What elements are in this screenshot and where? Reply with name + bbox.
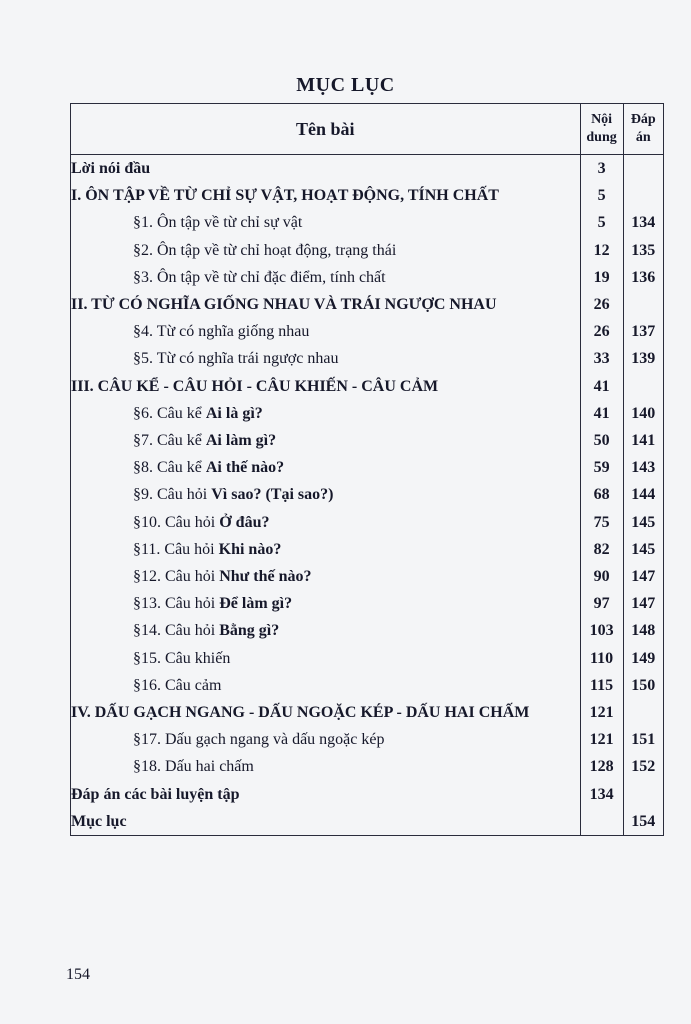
answer-page-number xyxy=(623,781,663,808)
answer-page-number: 145 xyxy=(623,509,663,536)
lesson-name xyxy=(71,672,581,699)
lesson-name xyxy=(71,617,581,644)
answer-page-number: 148 xyxy=(623,617,663,644)
content-page-number: 3 xyxy=(580,155,623,183)
lesson-pattern-text: Ai thế nào? xyxy=(205,459,285,477)
lesson-name xyxy=(71,373,581,400)
answer-page-number: 147 xyxy=(623,590,663,617)
header-content-line1: Nội xyxy=(591,112,613,127)
content-page-number: 103 xyxy=(580,617,623,644)
lesson-title-text: §1. Ôn tập về từ chỉ sự vật xyxy=(133,214,303,232)
table-row xyxy=(71,481,664,508)
table-row xyxy=(71,209,664,236)
answer-page-number: 139 xyxy=(623,345,663,372)
table-row xyxy=(71,509,664,536)
answer-page-number: 140 xyxy=(623,400,663,427)
table-row xyxy=(71,808,664,836)
table-row xyxy=(71,291,664,318)
lesson-name xyxy=(71,781,581,808)
lesson-title-text: §7. Câu kể xyxy=(133,432,206,450)
lesson-name xyxy=(71,481,581,508)
answer-page-number: 152 xyxy=(623,753,663,780)
page-title: MỤC LỤC xyxy=(296,74,395,96)
lesson-pattern-text: Để làm gì? xyxy=(219,595,293,613)
content-page-number: 26 xyxy=(580,318,623,345)
lesson-title-text: §9. Câu hỏi xyxy=(133,486,212,504)
answer-page-number: 147 xyxy=(623,563,663,590)
content-page-number: 110 xyxy=(580,645,623,672)
table-row xyxy=(71,726,664,753)
content-page-number: 41 xyxy=(580,373,623,400)
table-row xyxy=(71,264,664,291)
header-answer-page xyxy=(623,104,663,155)
lesson-name xyxy=(71,563,581,590)
table-row xyxy=(71,373,664,400)
content-page-number: 5 xyxy=(580,182,623,209)
table-header-row xyxy=(71,104,664,155)
content-page-number: 90 xyxy=(580,563,623,590)
lesson-title-text: Mục lục xyxy=(71,812,127,830)
lesson-name xyxy=(71,291,581,318)
page-number: 154 xyxy=(66,966,90,983)
content-page-number: 50 xyxy=(580,427,623,454)
lesson-pattern-text: Ai làm gì? xyxy=(205,432,277,450)
lesson-title-text: §17. Dấu gạch ngang và dấu ngoặc kép xyxy=(133,731,385,749)
lesson-name xyxy=(71,400,581,427)
lesson-pattern-text: Khi nào? xyxy=(218,540,282,558)
lesson-pattern-text: Vì sao? (Tại sao?) xyxy=(211,486,334,504)
answer-page-number xyxy=(623,699,663,726)
content-page-number: 12 xyxy=(580,237,623,264)
lesson-name xyxy=(71,590,581,617)
lesson-pattern-text: Như thế nào? xyxy=(219,568,312,586)
lesson-title-text: Đáp án các bài luyện tập xyxy=(71,785,240,803)
content-page-number xyxy=(580,808,623,836)
content-page-number: 121 xyxy=(580,726,623,753)
lesson-title-text: §14. Câu hỏi xyxy=(133,622,220,640)
lesson-name xyxy=(71,454,581,481)
lesson-title-text: §13. Câu hỏi xyxy=(133,595,220,613)
lesson-title-text: Lời nói đầu xyxy=(71,160,151,177)
answer-page-number: 143 xyxy=(623,454,663,481)
content-page-number: 128 xyxy=(580,753,623,780)
content-page-number: 134 xyxy=(580,781,623,808)
answer-page-number: 134 xyxy=(623,209,663,236)
table-row xyxy=(71,155,664,183)
header-answer-line2: án xyxy=(635,130,651,145)
header-lesson-name: Tên bài xyxy=(71,104,581,155)
answer-page-number: 150 xyxy=(623,672,663,699)
lesson-title-text: §15. Câu khiến xyxy=(133,649,231,667)
table-row xyxy=(71,617,664,644)
answer-page-number xyxy=(623,373,663,400)
content-page-number: 19 xyxy=(580,264,623,291)
lesson-title-text: §8. Câu kể xyxy=(133,459,206,477)
lesson-name xyxy=(71,345,581,372)
answer-page-number: 141 xyxy=(623,427,663,454)
answer-page-number xyxy=(623,155,663,183)
answer-page-number: 137 xyxy=(623,318,663,345)
answer-page-number xyxy=(623,291,663,318)
lesson-title-text: IV. DẤU GẠCH NGANG - DẤU NGOẶC KÉP - DẤU HAI CHẤM xyxy=(71,704,530,722)
lesson-pattern-text: Ai là gì? xyxy=(205,404,263,422)
lesson-title-text: §10. Câu hỏi xyxy=(133,513,220,531)
answer-page-number: 136 xyxy=(623,264,663,291)
content-page-number: 75 xyxy=(580,509,623,536)
lesson-title-text: §11. Câu hỏi xyxy=(133,540,219,558)
lesson-name xyxy=(71,645,581,672)
table-row xyxy=(71,672,664,699)
content-page-number: 115 xyxy=(580,672,623,699)
table-row xyxy=(71,345,664,372)
table-row xyxy=(71,536,664,563)
lesson-name xyxy=(71,318,581,345)
lesson-name xyxy=(71,753,581,780)
header-answer-line1: Đáp xyxy=(630,112,656,127)
lesson-name xyxy=(71,182,581,209)
content-page-number: 41 xyxy=(580,400,623,427)
table-row xyxy=(71,182,664,209)
lesson-name xyxy=(71,237,581,264)
lesson-title-text: III. CÂU KỂ - CÂU HỎI - CÂU KHIẾN - CÂU CẢM xyxy=(71,377,439,395)
lesson-title-text: §18. Dấu hai chấm xyxy=(133,758,254,776)
content-page-number: 5 xyxy=(580,209,623,236)
lesson-name xyxy=(71,536,581,563)
table-row xyxy=(71,590,664,617)
lesson-name xyxy=(71,726,581,753)
table-row xyxy=(71,753,664,780)
answer-page-number: 144 xyxy=(623,481,663,508)
lesson-title-text: §4. Từ có nghĩa giống nhau xyxy=(133,323,310,341)
lesson-name xyxy=(71,155,581,183)
lesson-pattern-text: Ở đâu? xyxy=(219,513,270,531)
table-row xyxy=(71,699,664,726)
answer-page-number xyxy=(623,182,663,209)
table-row xyxy=(71,563,664,590)
lesson-title-text: §6. Câu kể xyxy=(133,404,206,422)
answer-page-number: 151 xyxy=(623,726,663,753)
answer-page-number: 149 xyxy=(623,645,663,672)
table-of-contents xyxy=(70,103,664,836)
table-row xyxy=(71,237,664,264)
answer-page-number: 154 xyxy=(623,808,663,836)
lesson-title-text: II. TỪ CÓ NGHĨA GIỐNG NHAU VÀ TRÁI NGƯỢC NHAU xyxy=(71,296,497,314)
lesson-pattern-text: Bằng gì? xyxy=(219,622,280,640)
lesson-title-text: §3. Ôn tập về từ chỉ đặc điểm, tính chất xyxy=(133,268,386,286)
table-row xyxy=(71,318,664,345)
lesson-name xyxy=(71,699,581,726)
content-page-number: 97 xyxy=(580,590,623,617)
answer-page-number: 145 xyxy=(623,536,663,563)
content-page-number: 121 xyxy=(580,699,623,726)
table-row xyxy=(71,645,664,672)
lesson-title-text: I. ÔN TẬP VỀ TỪ CHỈ SỰ VẬT, HOẠT ĐỘNG, TÍNH CHẤT xyxy=(71,187,499,205)
lesson-name xyxy=(71,808,581,836)
header-content-page xyxy=(580,104,623,155)
lesson-title-text: §5. Từ có nghĩa trái ngược nhau xyxy=(133,350,339,368)
answer-page-number: 135 xyxy=(623,237,663,264)
content-page-number: 68 xyxy=(580,481,623,508)
table-row xyxy=(71,400,664,427)
content-page-number: 33 xyxy=(580,345,623,372)
content-page-number: 82 xyxy=(580,536,623,563)
content-page-number: 26 xyxy=(580,291,623,318)
toc-body xyxy=(71,155,664,836)
lesson-title-text: §2. Ôn tập về từ chỉ hoạt động, trạng thái xyxy=(133,241,397,259)
lesson-name xyxy=(71,427,581,454)
lesson-name xyxy=(71,264,581,291)
lesson-title-text: §16. Câu cảm xyxy=(133,676,222,694)
content-page-number: 59 xyxy=(580,454,623,481)
table-row xyxy=(71,427,664,454)
table-row xyxy=(71,781,664,808)
table-row xyxy=(71,454,664,481)
lesson-name xyxy=(71,509,581,536)
lesson-title-text: §12. Câu hỏi xyxy=(133,568,220,586)
lesson-name xyxy=(71,209,581,236)
header-content-line2: dung xyxy=(586,130,617,145)
